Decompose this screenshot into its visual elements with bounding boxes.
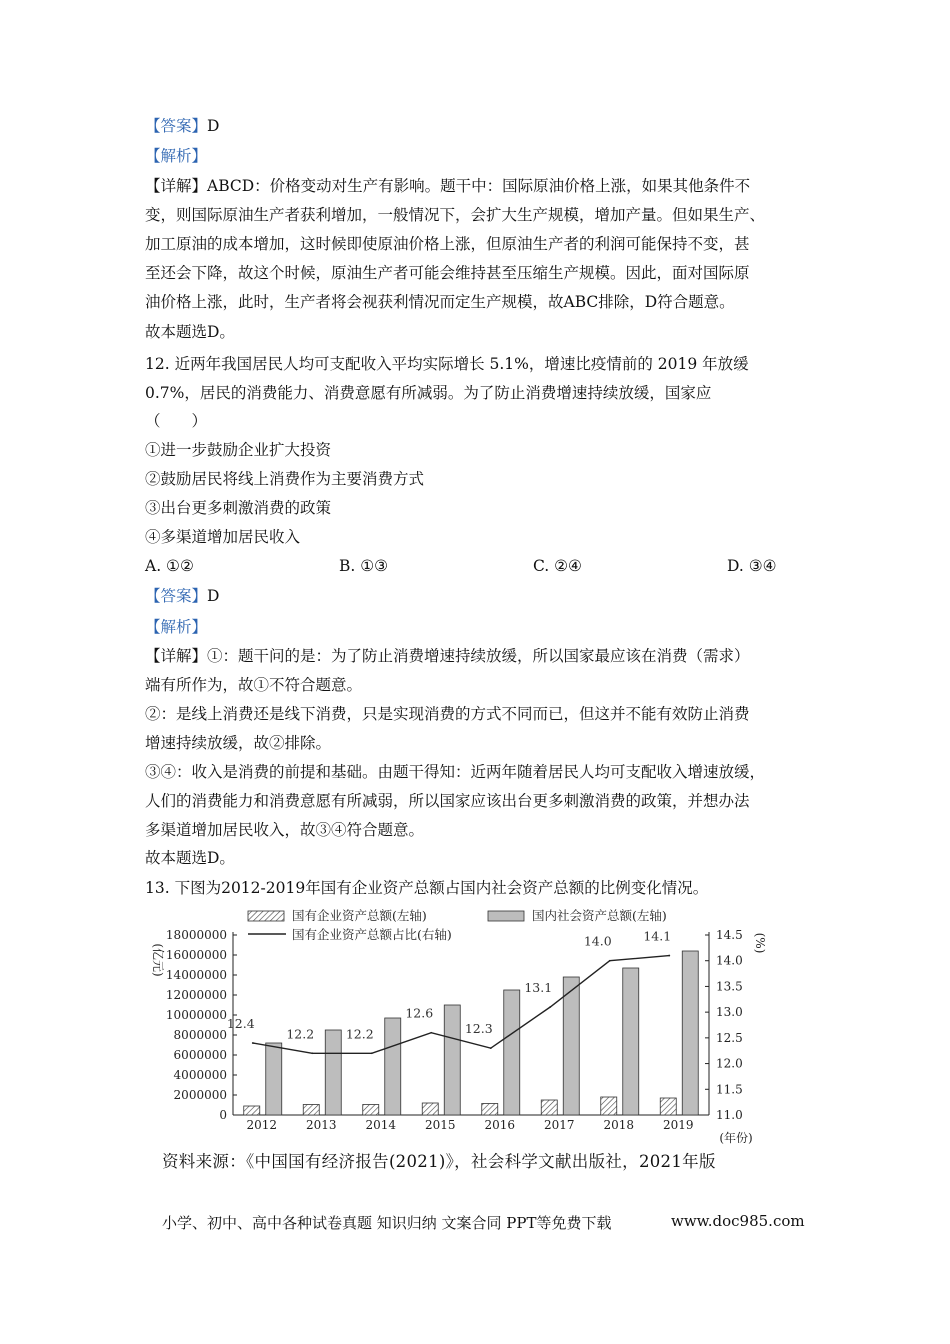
right-tick-label: 12.5: [716, 1030, 743, 1045]
ratio-point: [430, 1032, 432, 1034]
left-tick-label: 10000000: [165, 1008, 227, 1022]
q12-option-d: D. ③④: [727, 557, 777, 575]
ratio-data-label: 14.0: [583, 933, 612, 949]
q12-detail-line: 【详解】①：题干问的是：为了防止消费增速持续放缓，所以国家最应该在消费（需求）: [145, 647, 750, 665]
left-tick-label: 4000000: [173, 1068, 227, 1082]
q12-detail-line: ②：是线上消费还是线下消费，只是实现消费的方式不同而已，但这并不能有效防止消费: [145, 705, 750, 723]
q12-item: ④多渠道增加居民收入: [145, 528, 301, 546]
q12-item: ③出台更多刺激消费的政策: [145, 499, 332, 517]
left-tick-label: 12000000: [165, 988, 227, 1002]
ratio-point: [371, 1052, 373, 1054]
legend-swatch-hatched: [248, 911, 284, 921]
bar-social-assets: [266, 1043, 282, 1115]
ratio-point: [609, 960, 611, 962]
left-axis-unit: (亿元): [151, 943, 165, 977]
x-tick-label: 2014: [365, 1118, 397, 1132]
bar-soe-assets: [660, 1098, 676, 1115]
q12-stem-line: 0.7%，居民的消费能力、消费意愿有所减弱。为了防止消费增速持续放缓，国家应: [145, 384, 712, 402]
detail-tag: 【详解】: [145, 647, 208, 665]
right-tick-label: 13.0: [716, 1005, 743, 1020]
ratio-point: [668, 955, 670, 957]
q12-detail-line: 人们的消费能力和消费意愿有所减弱，所以国家应该出台更多刺激消费的政策，并想办法: [145, 792, 750, 810]
x-tick-label: 2012: [246, 1118, 278, 1132]
x-tick-label: 2018: [603, 1118, 635, 1132]
q11-detail-line: 【详解】ABCD：价格变动对生产有影响。题干中：国际原油价格上涨，如果其他条件不: [145, 177, 751, 195]
q13-stem: 13. 下图为2012-2019年国有企业资产总额占国内社会资产总额的比例变化情况。: [145, 879, 709, 897]
asset-ratio-chart: [140, 898, 780, 1146]
ratio-data-label: 12.2: [286, 1026, 315, 1042]
bar-social-assets: [385, 1018, 401, 1115]
left-tick-label: 14000000: [165, 968, 227, 982]
ratio-data-label: 12.2: [345, 1026, 374, 1042]
q11-detail-line: 变，则国际原油生产者获利增加，一般情况下，会扩大生产规模，增加产量。但如果生产、: [145, 206, 766, 224]
ratio-data-label: 12.4: [226, 1016, 255, 1031]
bar-social-assets: [623, 968, 639, 1115]
q12-stem-line: （ ）: [145, 412, 208, 430]
ratio-data-label: 12.6: [405, 1005, 434, 1021]
legend-label-soe-assets: 国有企业资产总额(左轴): [292, 908, 427, 923]
left-tick-label: 2000000: [173, 1088, 227, 1102]
right-tick-label: 11.0: [716, 1108, 743, 1122]
detail-tag: 【详解】: [145, 177, 208, 195]
left-tick-label: 18000000: [165, 928, 227, 942]
footer-url[interactable]: www.doc985.com: [671, 1212, 805, 1230]
left-tick-label: 0: [219, 1108, 227, 1122]
ratio-data-label: 14.1: [643, 928, 672, 944]
ratio-data-label: 13.1: [524, 980, 553, 995]
ratio-line: [253, 956, 670, 1054]
answer-tag: 【答案】: [145, 587, 208, 605]
q12-option-b: B. ①③: [339, 557, 389, 575]
left-tick-label: 6000000: [173, 1048, 227, 1062]
left-tick-label: 8000000: [173, 1028, 227, 1042]
q11-detail-line: 至还会下降，故这个时候，原油生产者可能会维持甚至压缩生产规模。因此，面对国际原: [145, 264, 750, 282]
q12-detail-line: ③④：收入是消费的前提和基础。由题干得知：近两年随着居民人均可支配收入增速放缓，: [145, 763, 766, 781]
bar-social-assets: [444, 1005, 460, 1115]
q11-answer: [145, 116, 219, 136]
x-tick-label: 2019: [662, 1118, 694, 1132]
x-tick-label: 2013: [305, 1118, 337, 1132]
q12-stem-line: 12. 近两年我国居民人均可支配收入平均实际增长 5.1%，增速比疫情前的 2019 年放缓: [145, 355, 749, 373]
ratio-point: [490, 1047, 492, 1049]
bar-soe-assets: [601, 1097, 617, 1115]
footer-text: 小学、初中、高中各种试卷真题 知识归纳 文案合同 PPT等免费下载: [162, 1214, 612, 1232]
bar-soe-assets: [541, 1100, 557, 1115]
right-tick-label: 11.5: [716, 1082, 743, 1097]
q12-conclusion: 故本题选D。: [145, 849, 235, 867]
ratio-point: [311, 1052, 313, 1054]
bar-soe-assets: [303, 1105, 319, 1116]
bar-soe-assets: [482, 1104, 498, 1116]
q12-detail-line: 端有所作为，故①不符合题意。: [145, 676, 363, 694]
x-tick-label: 2017: [543, 1118, 575, 1132]
right-tick-label: 12.0: [716, 1056, 743, 1071]
q12-analysis-tag: 【解析】: [145, 618, 208, 636]
right-tick-label: 13.5: [716, 979, 743, 994]
legend-swatch-gray: [488, 911, 524, 921]
answer-value: D: [207, 117, 220, 135]
right-tick-label: 14.0: [716, 953, 743, 968]
bar-soe-assets: [244, 1106, 260, 1115]
ratio-point: [252, 1042, 254, 1044]
bar-social-assets: [563, 977, 579, 1115]
q12-detail-line: 增速持续放缓，故②排除。: [145, 734, 332, 752]
q12-item: ①进一步鼓励企业扩大投资: [145, 441, 332, 459]
answer-value: D: [207, 587, 220, 605]
bar-social-assets: [682, 951, 698, 1115]
answer-tag: 【答案】: [145, 117, 208, 135]
left-tick-label: 16000000: [165, 948, 227, 962]
x-tick-label: 2015: [424, 1118, 456, 1132]
bar-social-assets: [325, 1030, 341, 1115]
legend-label-ratio: 国有企业资产总额占比(右轴): [292, 927, 452, 942]
ratio-data-label: 12.3: [464, 1021, 493, 1037]
x-axis-unit: (年份): [719, 1131, 753, 1145]
ratio-point: [549, 1006, 551, 1008]
right-axis-unit: (%): [753, 932, 767, 954]
q12-option-c: C. ②④: [533, 557, 582, 575]
chart-line-series: [252, 955, 670, 1055]
right-tick-label: 14.5: [716, 928, 743, 942]
x-tick-label: 2016: [484, 1118, 516, 1132]
legend-label-social-assets: 国内社会资产总额(左轴): [532, 908, 667, 923]
chart-source: 资料来源：《中国国有经济报告(2021)》，社会科学文献出版社，2021年版: [162, 1152, 716, 1171]
q11-detail-line: 油价格上涨，此时，生产者将会视获利情况而定生产规模，故ABC排除，D符合题意。: [145, 293, 735, 311]
bar-soe-assets: [422, 1103, 438, 1115]
q11-analysis-tag: 【解析】: [145, 147, 208, 165]
q12-detail-line: 多渠道增加居民收入，故③④符合题意。: [145, 821, 425, 839]
q11-conclusion: 故本题选D。: [145, 323, 235, 341]
q12-item: ②鼓励居民将线上消费作为主要消费方式: [145, 470, 425, 488]
q12-option-a: A. ①②: [145, 557, 194, 575]
q11-detail-line: 加工原油的成本增加，这时候即使原油价格上涨，但原油生产者的利润可能保持不变，甚: [145, 235, 750, 253]
bar-soe-assets: [363, 1105, 379, 1116]
q12-answer: [145, 586, 219, 606]
bar-social-assets: [504, 990, 520, 1115]
